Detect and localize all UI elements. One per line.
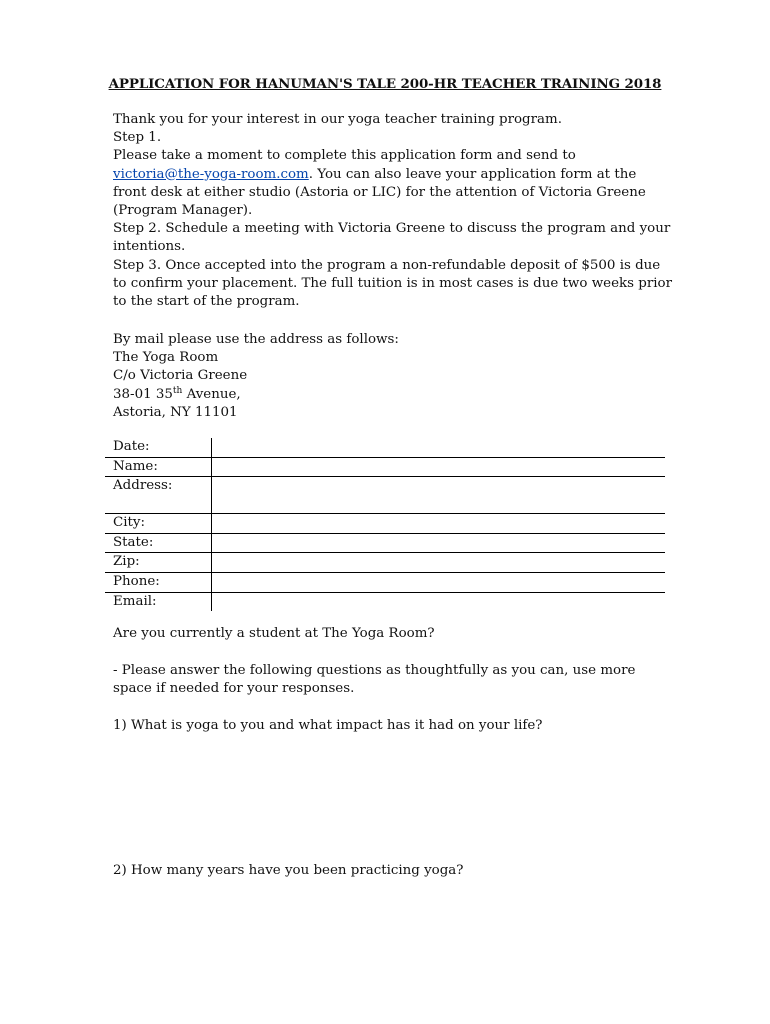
name-field[interactable] (212, 457, 666, 477)
student-question: Are you currently a student at The Yoga Room? (113, 626, 435, 641)
question-1: 1) What is yoga to you and what impact has it had on your life? (113, 718, 543, 733)
step1-rest: . You can also leave your application form at the front desk at either studio (Astoria or LIC) for the attention of Victoria Greene (Program Manager). (113, 166, 646, 219)
street-name: Avenue, (182, 386, 241, 402)
email-link[interactable]: victoria@the-yoga-room.com (113, 166, 309, 182)
street-number: 38-01 35 (113, 386, 173, 402)
city-label: City: (105, 514, 212, 534)
address-line-2: C/o Victoria Greene (113, 368, 248, 384)
street-ordinal: th (172, 385, 183, 396)
step1-text: Please take a moment to complete this application form and send to (113, 148, 576, 164)
phone-label: Phone: (105, 572, 212, 592)
form-row-email (105, 592, 665, 611)
date-field[interactable] (212, 438, 666, 457)
state-label: State: (105, 533, 212, 553)
address-field[interactable] (212, 477, 666, 514)
zip-field[interactable] (212, 553, 666, 573)
intro-section (113, 111, 673, 311)
step3-text: Step 3. Once accepted into the program a non-refundable deposit of $500 is due to confirm your placement. The full tuition is in most cases is due two weeks prior to the start of the program. (113, 257, 672, 310)
applicant-info-table (105, 438, 665, 611)
email-label: Email: (105, 592, 212, 611)
step1-heading: Step 1. (113, 130, 162, 146)
question-2: 2) How many years have you been practicing yoga? (113, 863, 464, 878)
address-line-1: The Yoga Room (113, 350, 219, 366)
state-field[interactable] (212, 533, 666, 553)
step1-paragraph (113, 147, 673, 220)
mailing-address (113, 331, 513, 422)
form-row-date (105, 438, 665, 457)
thanks-text: Thank you for your interest in our yoga teacher training program. (113, 112, 562, 127)
zip-label: Zip: (105, 553, 212, 573)
form-row-state (105, 533, 665, 553)
form-row-address (105, 477, 665, 514)
city-field[interactable] (212, 514, 666, 534)
address-line-3 (113, 386, 513, 404)
form-row-name (105, 457, 665, 477)
answer-instructions: - Please answer the following questions as thoughtfully as you can, use more space if needed for your responses. (113, 663, 636, 697)
form-row-phone (105, 572, 665, 592)
phone-field[interactable] (212, 572, 666, 592)
form-row-city (105, 514, 665, 534)
address-line-4: Astoria, NY 11101 (113, 404, 238, 420)
page-title: APPLICATION FOR HANUMAN'S TALE 200-HR TEACHER TRAINING 2018 (108, 76, 662, 92)
form-row-zip (105, 553, 665, 573)
address-label: Address: (105, 477, 212, 514)
date-label: Date: (113, 439, 150, 454)
mail-intro: By mail please use the address as follows: (113, 332, 399, 347)
name-label: Name: (105, 457, 212, 477)
step2-text: Step 2. Schedule a meeting with Victoria Greene to discuss the program and your intentions. (113, 221, 671, 255)
email-field[interactable] (212, 592, 666, 611)
